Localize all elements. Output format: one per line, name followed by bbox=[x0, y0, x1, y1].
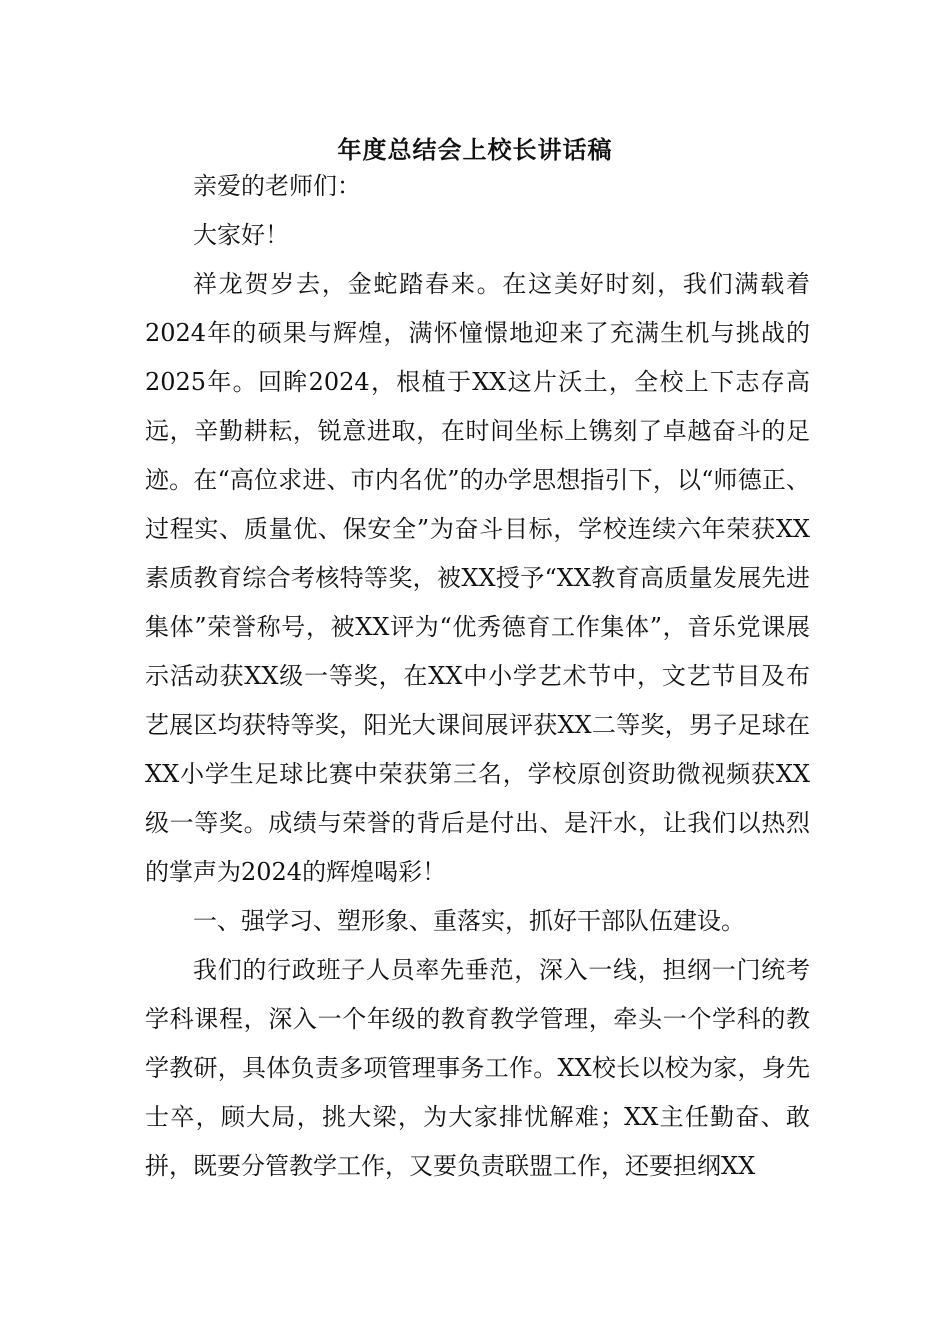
section-heading-1: 一、强学习、塑形象、重落实，抓好干部队伍建设。 bbox=[193, 907, 745, 935]
document-body bbox=[145, 162, 810, 1191]
paragraph-review-2024: 祥龙贺岁去，金蛇踏春来。在这美好时刻，我们满载着2024年的硕果与辉煌，满怀憧憬地迎来了充满生机与挑战的2025年。回眸2024，根植于XX这片沃土，全校上下志存高远，辛勤耕耘，锐意进取，在时间坐标上镌刻了卓越奋斗的足迹。在“高位求进、市内名优”的办学思想指引下，以“师德正、过程实、质量优、保安全”为奋斗目标，学校连续六年荣获XX素质教育综合考核特等奖，被XX授予“XX教育高质量发展先进集体”荣誉称号，被XX评为“优秀德育工作集体”，音乐党课展示活动获XX级一等奖，在XX中小学艺术节中，文艺节目及布艺展区均获特等奖，阳光大课间展评获XX二等奖，男子足球在XX小学生足球比赛中荣获第三名，学校原创资助微视频获XX级一等奖。成绩与荣誉的背后是付出、是汗水，让我们以热烈的掌声为2024的辉煌喝彩！ bbox=[145, 270, 810, 886]
greeting: 大家好！ bbox=[193, 221, 289, 249]
salutation: 亲爱的老师们： bbox=[193, 172, 361, 200]
document-title: 年度总结会上校长讲话稿 bbox=[337, 135, 613, 164]
paragraph-leadership: 我们的行政班子人员率先垂范，深入一线，担纲一门统考学科课程，深入一个年级的教育教学管理，牵头一个学科的教学教研，具体负责多项管理事务工作。XX校长以校为家，身先士卒，顾大局，挑大梁，为大家排忧解难；XX主任勤奋、敢拼，既要分管教学工作，又要负责联盟工作，还要担纲XX bbox=[145, 956, 810, 1180]
